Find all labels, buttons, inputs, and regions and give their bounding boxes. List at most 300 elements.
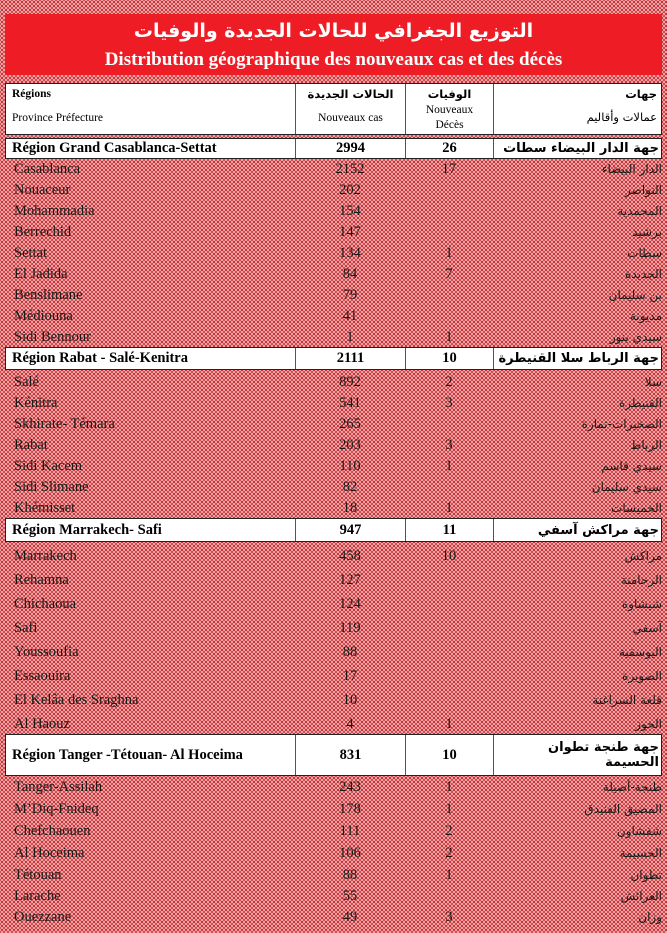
province-name-ar [493,713,664,735]
province-deaths-text: 1 [445,500,453,516]
region-cases-text: 831 [339,746,362,763]
province-name-ar-text: الرباط [630,438,662,452]
province-deaths-text: 17 [441,161,457,177]
province-deaths [405,569,493,591]
province-cases-text: 243 [339,779,361,795]
region-cases [296,348,406,369]
province-cases-text: 119 [339,620,361,636]
province-name-ar [493,821,664,841]
region-row [5,518,662,542]
table-row [5,327,662,347]
header-deaths-fr-1: Nouveaux [425,104,474,116]
province-name-ar-text: العرائش [620,889,662,903]
province-cases [295,393,405,413]
region-name-ar-text: جهة مراكش آسفي [537,522,659,538]
province-cases [295,865,405,885]
province-cases-text: 41 [342,308,358,324]
region-name-ar-text: جهة الرباط سلا القنيطرة [498,351,659,366]
province-name-ar-text: القنيطرة [618,396,662,410]
province-name-ar [493,843,664,863]
province-name-ar-text: سيدي بنور [609,330,662,344]
province-name-ar-text: الحوز [635,717,662,731]
province-name [5,907,304,927]
province-name-ar [493,569,664,591]
province-deaths [405,617,493,639]
province-deaths [405,159,493,179]
region-cases-text: 2994 [336,140,365,156]
table-row [5,886,662,906]
province-deaths-text: 3 [445,437,453,453]
province-cases-text: 203 [339,437,361,453]
province-name-ar-text: المحمدية [617,204,662,218]
province-name [5,569,304,591]
province-cases [295,264,405,284]
region-deaths-text: 11 [442,521,457,538]
province-deaths [405,713,493,735]
province-name-text: Chefchaouen [14,823,91,839]
province-name-ar-text: آسفي [632,621,662,635]
province-name-ar [493,641,664,663]
province-name-text: Khémisset [14,500,76,516]
province-name [5,498,304,518]
province-name-text: Skhirate- Témara [14,416,115,432]
region-cases [296,519,406,541]
province-deaths [405,456,493,476]
province-name-ar [493,264,664,284]
table-row [5,435,662,455]
province-deaths-text: 7 [445,266,453,282]
province-name-text: Ouezzane [14,909,72,925]
province-name-ar [493,414,664,434]
table-row [5,569,662,591]
province-name-ar [493,201,664,221]
region-name-ar [494,348,663,369]
header-new-cases-fr: Nouveaux cas [318,112,383,124]
table-row [5,641,662,663]
title-banner [5,14,662,75]
province-name [5,665,304,687]
province-name-ar-text: الصخيرات-تمارة [581,417,662,431]
header-deaths-ar: الوفيات [427,87,472,101]
province-deaths [405,865,493,885]
province-cases-text: 458 [339,548,361,564]
province-name-ar-text: وزان [638,910,662,924]
title-french: Distribution géographique des nouveaux cas et des décès [104,49,563,70]
province-cases [295,665,405,687]
province-deaths-text: 3 [445,909,453,925]
province-deaths [405,180,493,200]
province-name-ar [493,393,664,413]
province-cases-text: 134 [339,245,361,261]
province-name-text: Sidi Kacem [14,458,83,474]
province-deaths [405,641,493,663]
province-name-text: Salé [14,374,39,390]
province-name [5,372,304,392]
header-regions-ar-2: عمالات وأقاليم [586,110,657,124]
province-name [5,327,304,347]
province-deaths [405,777,493,797]
province-cases [295,285,405,305]
region-row [5,347,662,370]
province-deaths [405,201,493,221]
table-row [5,285,662,305]
province-name-text: Médiouna [14,308,73,324]
province-name-ar [493,689,664,711]
province-name-text: Essaouira [14,668,71,684]
province-cases-text: 17 [342,668,358,684]
table-row [5,617,662,639]
table-row [5,843,662,863]
table-row [5,821,662,841]
region-name [6,139,296,158]
province-name-text: El Kelâa des Sraghna [14,692,139,708]
province-name-ar-text: سلا [644,375,662,389]
province-name-ar-text: شفشاون [616,824,662,838]
province-name [5,477,304,497]
province-name-ar [493,243,664,263]
header-province-label: Province Préfecture [12,112,104,124]
province-deaths [405,545,493,567]
province-name-text: Tanger-Assilah [14,779,103,795]
table-row [5,907,662,927]
province-name-ar [493,372,664,392]
province-cases [295,545,405,567]
province-name [5,713,304,735]
table-row [5,593,662,615]
province-name-text: Chichaoua [14,596,77,612]
province-deaths [405,821,493,841]
province-deaths [405,843,493,863]
region-name-text: Région Rabat - Salé-Kenitra [12,350,188,366]
province-cases-text: 55 [342,888,358,904]
province-cases [295,456,405,476]
province-cases [295,159,405,179]
region-deaths [406,139,494,158]
table-row [5,865,662,885]
province-cases [295,689,405,711]
province-cases-text: 178 [339,801,361,817]
province-name-ar-text: سطات [627,246,662,260]
province-cases-text: 88 [342,644,358,660]
province-cases-text: 147 [339,224,361,240]
province-cases [295,593,405,615]
province-cases-text: 265 [339,416,361,432]
table-row [5,665,662,687]
province-cases-text: 88 [342,867,358,883]
region-name-ar [494,139,663,158]
province-name-text: Rabat [14,437,48,453]
province-name-ar [493,327,664,347]
province-cases-text: 124 [339,596,361,612]
province-name-ar-text: شيشاوة [621,597,662,611]
region-name [6,519,296,541]
region-name [6,348,296,369]
region-deaths-text: 26 [442,140,457,156]
table-row [5,222,662,242]
province-name-text: Larache [14,888,61,904]
province-name [5,201,304,221]
province-name-ar-text: الرحامنة [620,573,662,587]
province-cases [295,617,405,639]
province-cases [295,777,405,797]
province-name-text: Settat [14,245,48,261]
province-deaths [405,393,493,413]
header-regions-label: Régions [12,88,51,100]
region-name-text: Région Grand Casablanca-Settat [12,140,217,156]
province-name [5,689,304,711]
province-cases [295,799,405,819]
province-name-text: Mohammadia [14,203,95,219]
province-deaths-text: 2 [445,845,453,861]
table-row [5,477,662,497]
province-deaths [405,689,493,711]
province-cases-text: 202 [339,182,361,198]
province-deaths-text: 1 [445,867,453,883]
province-name [5,159,304,179]
province-name-text: Rehamna [14,572,69,588]
province-cases-text: 111 [339,823,361,839]
province-cases-text: 2152 [335,161,365,177]
province-cases [295,435,405,455]
province-name-ar-text: النواصر [625,183,662,197]
province-deaths [405,593,493,615]
table-row [5,393,662,413]
table-row [5,372,662,392]
header-deaths-fr-2: Décès [435,119,464,131]
province-name-ar-text: المضيق الفنيدق [584,802,662,816]
region-name-ar [494,735,663,775]
region-deaths-text: 10 [442,746,457,763]
province-name-ar [493,799,664,819]
province-name-text: Casablanca [14,161,81,177]
province-cases [295,477,405,497]
province-name-ar [493,593,664,615]
province-name-text: Safi [14,620,38,636]
table-row [5,159,662,179]
province-name-ar-text: سيدي سليمان [591,480,662,494]
province-name [5,886,304,906]
province-name-text: Tétouan [14,867,62,883]
province-name [5,243,304,263]
province-deaths [405,414,493,434]
province-name [5,456,304,476]
province-deaths-text: 2 [445,374,453,390]
province-deaths-text: 10 [441,548,457,564]
province-deaths-text: 1 [445,716,453,732]
header-deaths [406,84,494,134]
province-name-ar [493,159,664,179]
province-deaths [405,222,493,242]
province-name [5,393,304,413]
region-cases [296,139,406,158]
province-name [5,180,304,200]
province-cases [295,843,405,863]
table-row [5,414,662,434]
region-name-text: Région Tanger -Tétouan- Al Hoceima [12,746,243,763]
table-row [5,777,662,797]
region-cases [296,735,406,775]
province-cases-text: 106 [339,845,361,861]
province-deaths [405,435,493,455]
province-name-ar [493,180,664,200]
province-name-ar-text: اليوسفية [619,645,662,659]
region-name-ar-text: جهة طنجة تطوان الحسيمة [548,740,659,770]
province-cases [295,498,405,518]
province-name [5,641,304,663]
province-name-ar [493,545,664,567]
province-name-text: M’Diq-Fnideq [14,801,99,817]
table-row [5,243,662,263]
province-name [5,843,304,863]
province-name [5,435,304,455]
province-name-ar-text: الخميسات [611,501,662,515]
province-name-text: Youssoufia [14,644,79,660]
province-deaths-text: 1 [445,458,453,474]
province-deaths-text: 3 [445,395,453,411]
province-deaths [405,886,493,906]
province-deaths [405,306,493,326]
province-name-ar-text: بن سليمان [608,288,662,302]
region-row [5,734,662,776]
table-row [5,799,662,819]
province-name-ar-text: سيدي قاسم [601,459,662,473]
table-row [5,306,662,326]
province-cases [295,821,405,841]
province-name [5,865,304,885]
province-deaths [405,665,493,687]
province-deaths [405,264,493,284]
province-cases [295,886,405,906]
province-deaths [405,799,493,819]
table-row [5,545,662,567]
province-name [5,777,304,797]
province-cases [295,327,405,347]
province-deaths-text: 1 [445,779,453,795]
province-cases-text: 84 [342,266,358,282]
province-name [5,264,304,284]
table-row [5,713,662,735]
province-name-ar-text: تطوان [630,868,662,882]
province-name-ar-text: مراكش [624,549,662,563]
province-cases [295,180,405,200]
province-name-text: Marrakech [14,548,77,564]
province-name-ar [493,907,664,927]
province-name [5,821,304,841]
region-cases-text: 2111 [336,350,365,366]
table-row [5,264,662,284]
table-row [5,689,662,711]
table-row [5,498,662,518]
header-regions-ar-1: جهات [625,87,657,101]
province-name [5,617,304,639]
region-cases-text: 947 [339,521,362,538]
province-cases [295,306,405,326]
province-name-ar [493,617,664,639]
region-deaths [406,348,494,369]
province-name-text: Benslimane [14,287,83,303]
region-name [6,735,296,775]
province-cases [295,414,405,434]
province-name [5,306,304,326]
province-name-ar-text: مديونة [629,309,662,323]
province-name-ar [493,306,664,326]
province-name-text: Nouaceur [14,182,71,198]
province-deaths-text: 2 [445,823,453,839]
province-name-text: Kénitra [14,395,58,411]
title-arabic: التوزيع الجغرافي للحالات الجديدة والوفيات [133,20,534,42]
province-name-ar [493,777,664,797]
province-name-ar [493,435,664,455]
province-deaths [405,907,493,927]
province-name [5,593,304,615]
province-cases-text: 127 [339,572,361,588]
province-name [5,799,304,819]
region-name-ar-text: جهة الدار البيضاء سطات [503,141,659,156]
province-deaths-text: 1 [445,245,453,261]
header-new-cases-ar: الحالات الجديدة [307,87,394,101]
province-cases-text: 82 [342,479,358,495]
province-deaths [405,285,493,305]
province-name-text: Sidi Bennour [14,329,91,345]
province-name-text: Al Haouz [14,716,70,732]
province-deaths [405,243,493,263]
province-cases-text: 10 [342,692,358,708]
province-name-ar-text: قلعة السراغنة [592,693,662,707]
region-name-ar [494,519,663,541]
province-name-ar [493,865,664,885]
province-name [5,545,304,567]
table-row [5,201,662,221]
province-cases [295,907,405,927]
province-name-text: Sidi Slimane [14,479,89,495]
province-deaths [405,372,493,392]
region-deaths-text: 10 [442,350,457,366]
province-name-text: Al Hoceima [14,845,85,861]
province-cases [295,713,405,735]
province-deaths [405,498,493,518]
province-cases-text: 892 [339,374,361,390]
region-row [5,138,662,159]
province-cases [295,243,405,263]
province-name-ar-text: برشيد [632,225,662,239]
province-name-ar [493,665,664,687]
province-name-ar-text: الصويرة [622,669,662,683]
province-cases-text: 1 [346,329,354,345]
province-cases [295,372,405,392]
province-deaths-text: 1 [445,329,453,345]
province-cases [295,641,405,663]
province-cases-text: 4 [346,716,354,732]
province-name-ar [493,456,664,476]
province-cases [295,569,405,591]
province-name-ar-text: الجديدة [625,267,662,281]
province-name [5,285,304,305]
province-name-text: Berrechid [14,224,72,240]
province-name-ar [493,477,664,497]
province-cases-text: 110 [339,458,361,474]
province-name-text: El Jadida [14,266,68,282]
province-cases-text: 18 [342,500,358,516]
province-cases-text: 154 [339,203,361,219]
header-new-cases [296,84,406,134]
province-cases [295,222,405,242]
province-name-ar [493,498,664,518]
province-name-ar [493,222,664,242]
province-name-ar-text: طنجة-أصيلة [602,780,662,794]
table-row [5,180,662,200]
province-deaths-text: 1 [445,801,453,817]
province-cases-text: 79 [342,287,358,303]
